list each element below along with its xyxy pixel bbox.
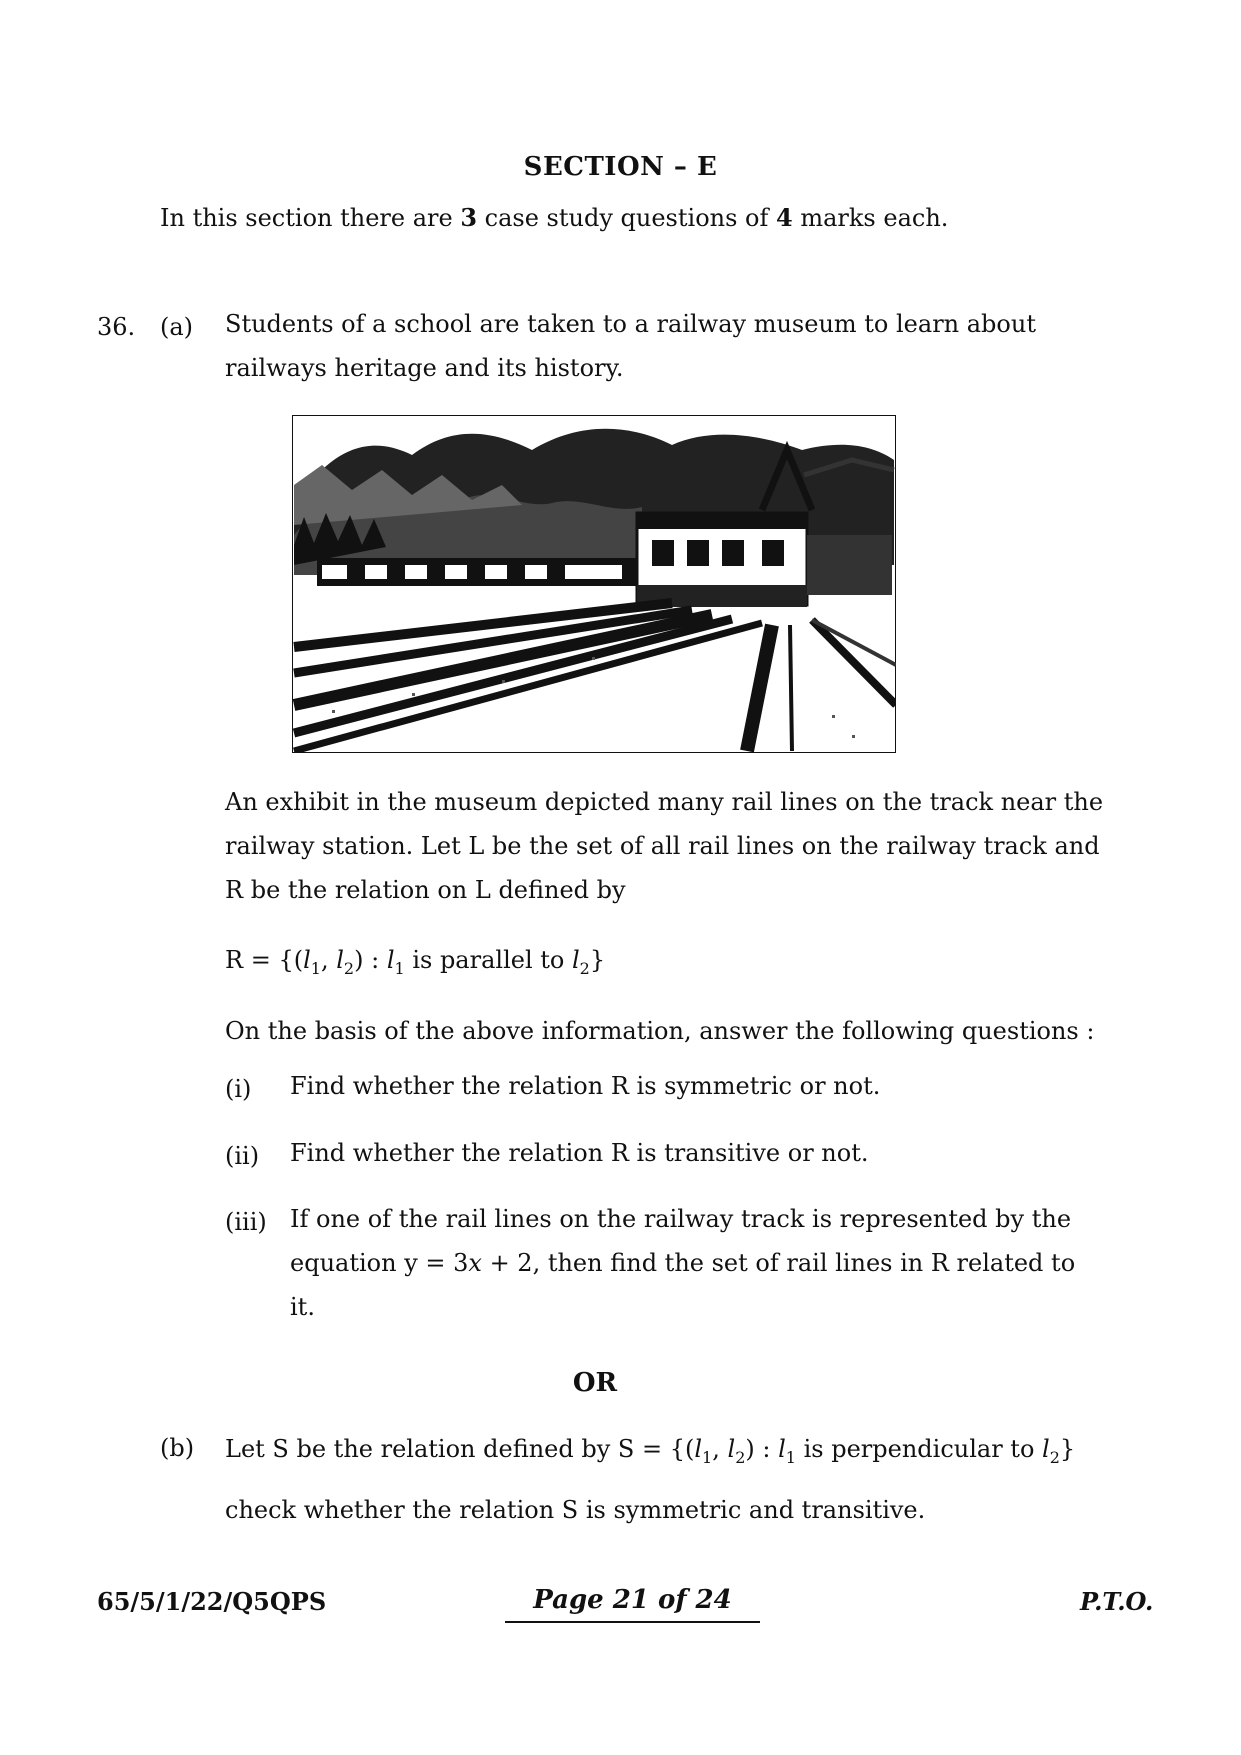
section-instructions: In this section there are 3 case study questions of 4 marks each. <box>160 203 949 232</box>
part-b-text: Let S be the relation defined by $S = \{(l_1$, $l_2$) : $l_1$ is perpendicular to $l_2$} check whether the relation S is symmetric and transitive. <box>225 1435 1076 1524</box>
section-title: SECTION – E <box>523 152 718 182</box>
page-number: Page 21 of 24 <box>505 1585 760 1623</box>
subpart-text: If one of the rail lines on the railway track is represented by the equation y = 3x + 2, then find the set of rail lines in R related to it. <box>290 1205 1076 1321</box>
subpart-text: Find whether the relation R is symmetric or not. <box>290 1072 881 1100</box>
questions-instruction: On the basis of the above information, answer the following questions : <box>225 1017 1095 1045</box>
paper-code: 65/5/1/22/Q5QPS <box>97 1587 327 1616</box>
or-divider: OR <box>572 1368 618 1398</box>
question-intro: Students of a school are taken to a railway museum to learn about railways heritage and its history. <box>225 310 1036 382</box>
subpart-label: (i) <box>225 1075 252 1103</box>
subpart-label: (ii) <box>225 1142 260 1170</box>
subpart-label: (iii) <box>225 1208 267 1236</box>
subpart-text: Find whether the relation R is transitive or not. <box>290 1139 869 1167</box>
exhibit-description: An exhibit in the museum depicted many rail lines on the track near the railway station. Let L be the set of all rail lines on the railway track and R be the relation on L defined by <box>225 788 1104 904</box>
part-a-label: (a) <box>160 313 194 341</box>
part-b-label: (b) <box>160 1434 195 1462</box>
question-number: 36. <box>97 313 136 341</box>
relation-r-definition: $R = \{(l_1$, $l_2$) : $l_1$ is parallel to $l_2$} <box>225 946 606 978</box>
pto-note: P.T.O. <box>1080 1587 1154 1616</box>
railway-museum-photo <box>292 415 896 753</box>
